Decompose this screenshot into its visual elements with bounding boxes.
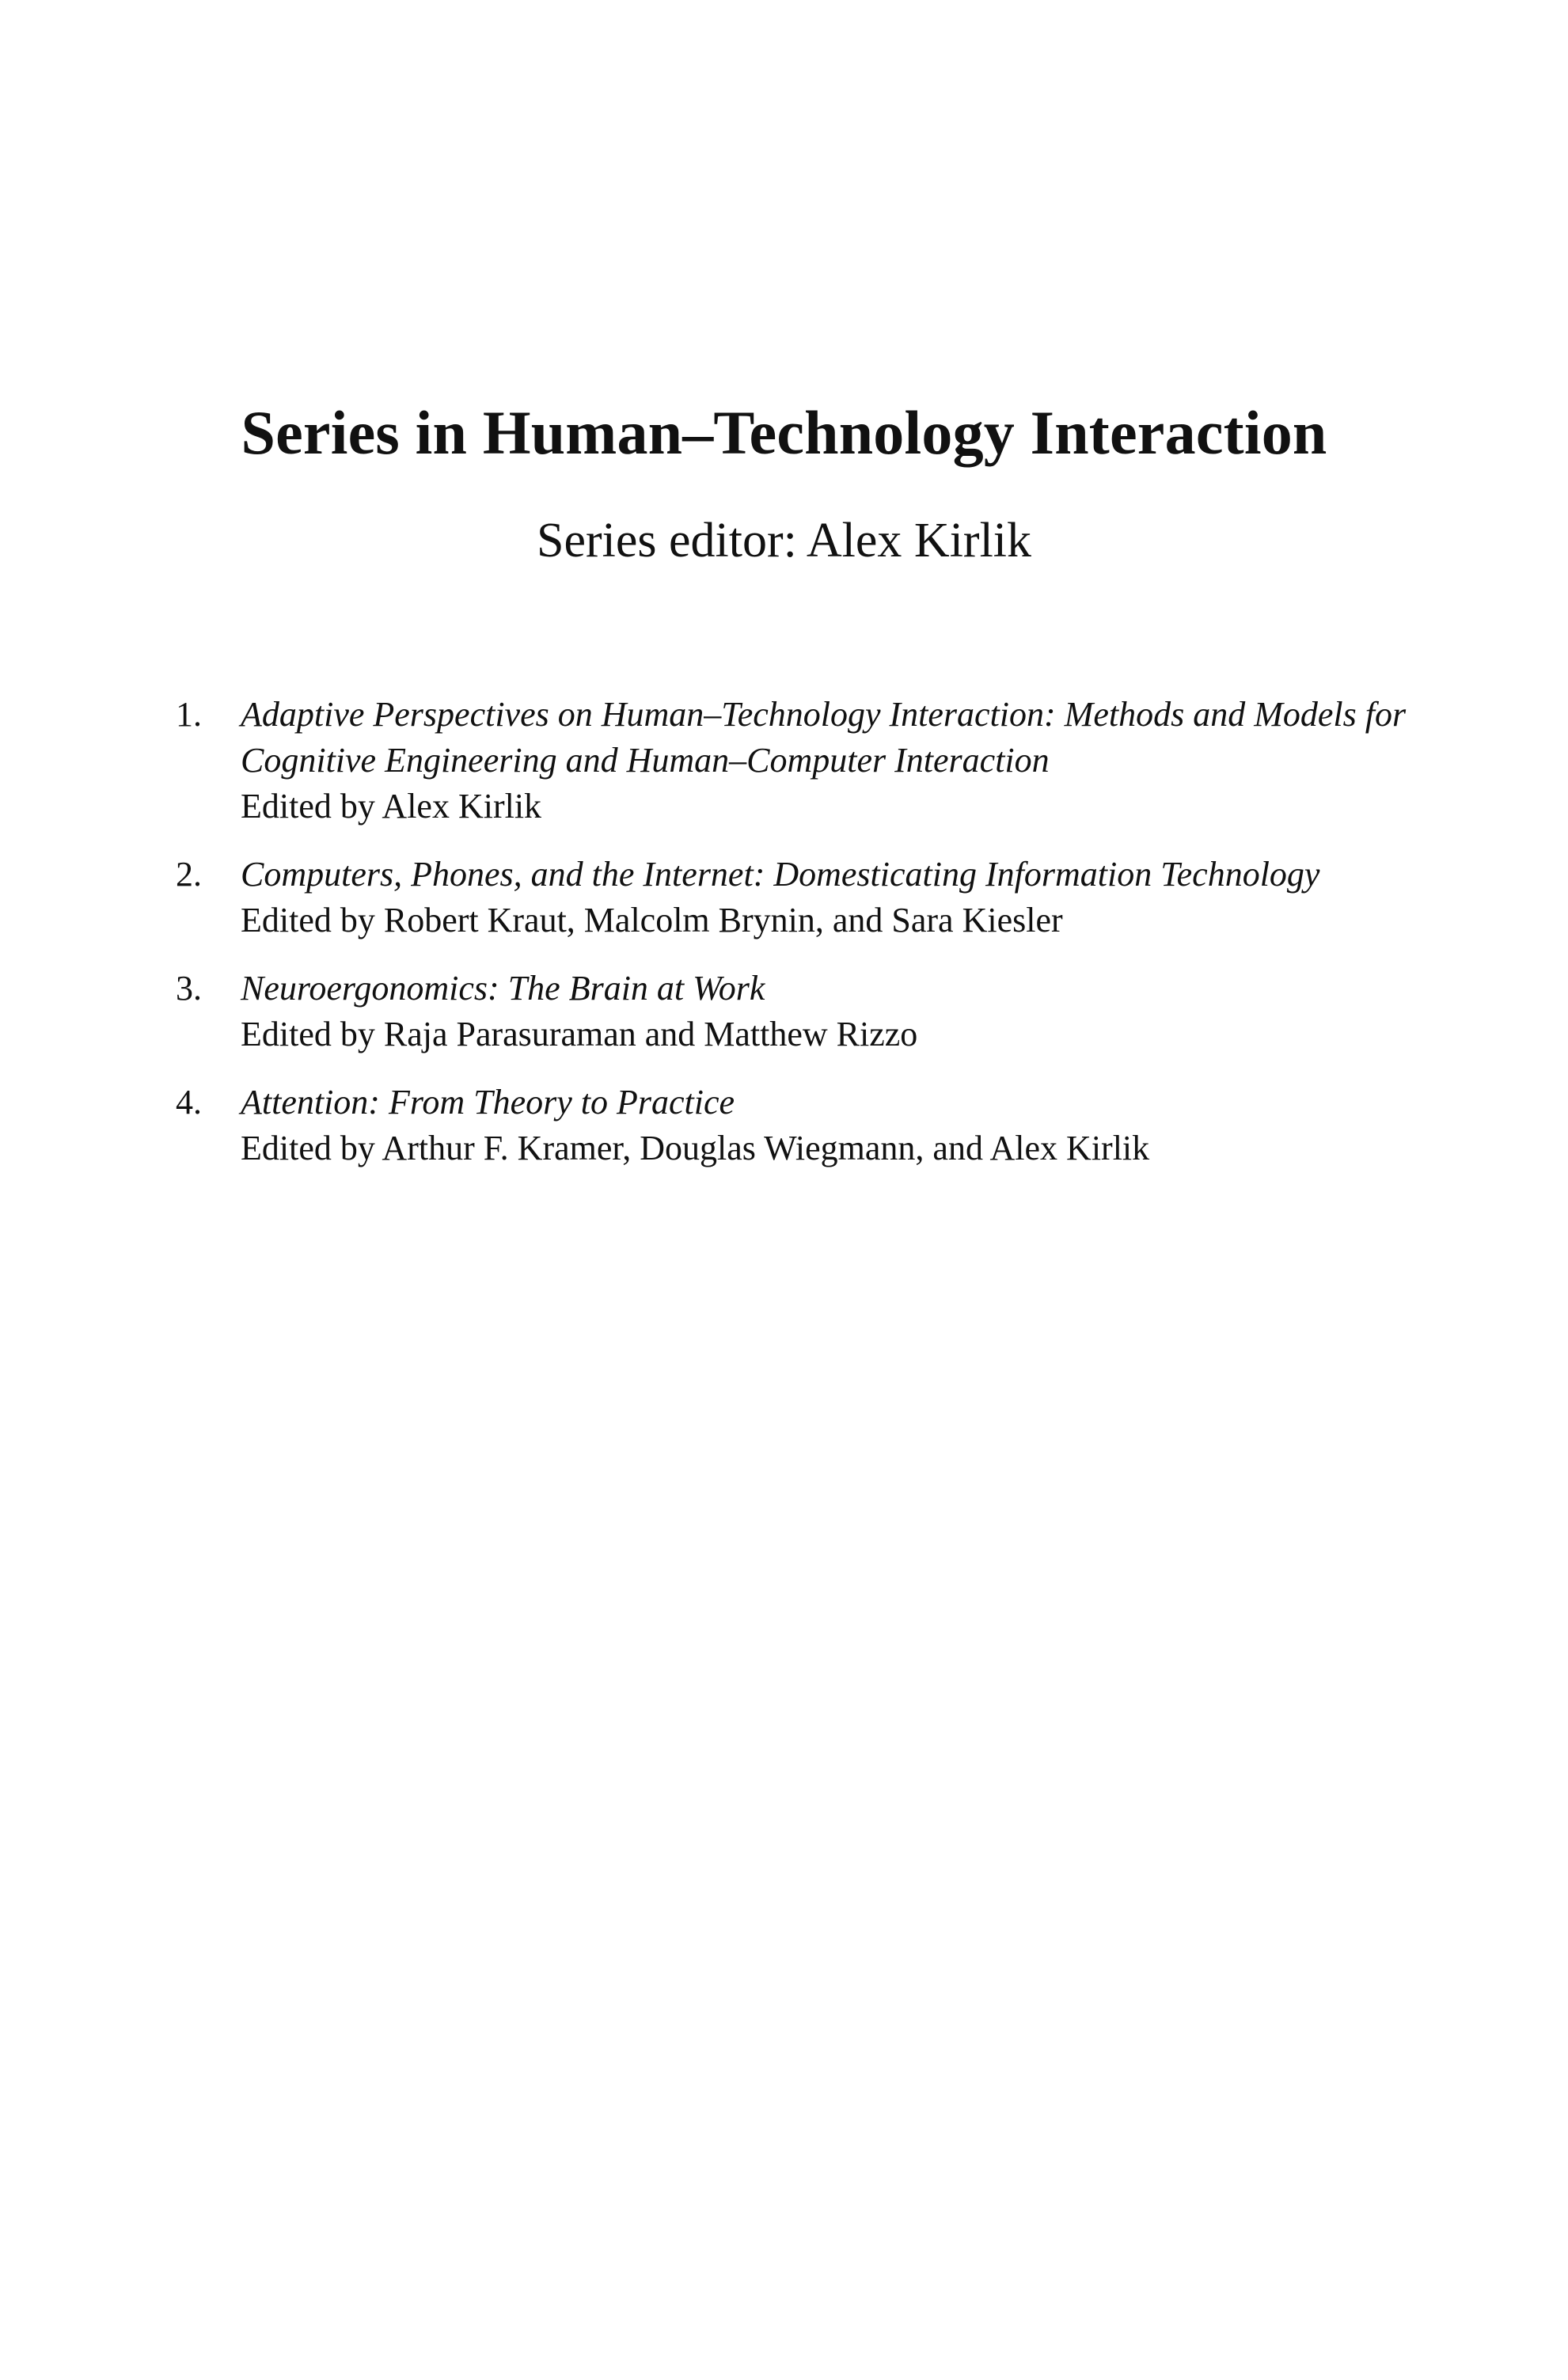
book-editors: Edited by Robert Kraut, Malcolm Brynin, and Sara Kiesler xyxy=(241,901,1063,939)
series-title: Series in Human–Technology Interaction xyxy=(241,398,1327,467)
book-title: Adaptive Perspectives on Human–Technology Interaction: Methods and Models for Cognitive Engineering and Human–Computer Interaction xyxy=(241,695,1407,780)
book-editors: Edited by Raja Parasuraman and Matthew Rizzo xyxy=(241,1015,918,1053)
book-number: 4. xyxy=(176,1083,202,1122)
book-title: Computers, Phones, and the Internet: Domesticating Information Technology xyxy=(241,855,1320,894)
book-editors: Edited by Alex Kirlik xyxy=(241,787,542,826)
list-item xyxy=(176,852,1458,943)
series-editor: Series editor: Alex Kirlik xyxy=(536,514,1032,567)
book-editors: Edited by Arthur F. Kramer, Douglas Wiegmann, and Alex Kirlik xyxy=(241,1129,1150,1167)
book-list xyxy=(176,692,1458,1194)
list-item xyxy=(176,966,1458,1057)
book-number: 2. xyxy=(176,855,202,894)
book-number: 1. xyxy=(176,695,202,734)
list-item xyxy=(176,1080,1458,1171)
book-number: 3. xyxy=(176,969,202,1008)
book-title: Neuroergonomics: The Brain at Work xyxy=(241,969,765,1008)
book-title: Attention: From Theory to Practice xyxy=(241,1083,735,1122)
list-item xyxy=(176,692,1458,829)
